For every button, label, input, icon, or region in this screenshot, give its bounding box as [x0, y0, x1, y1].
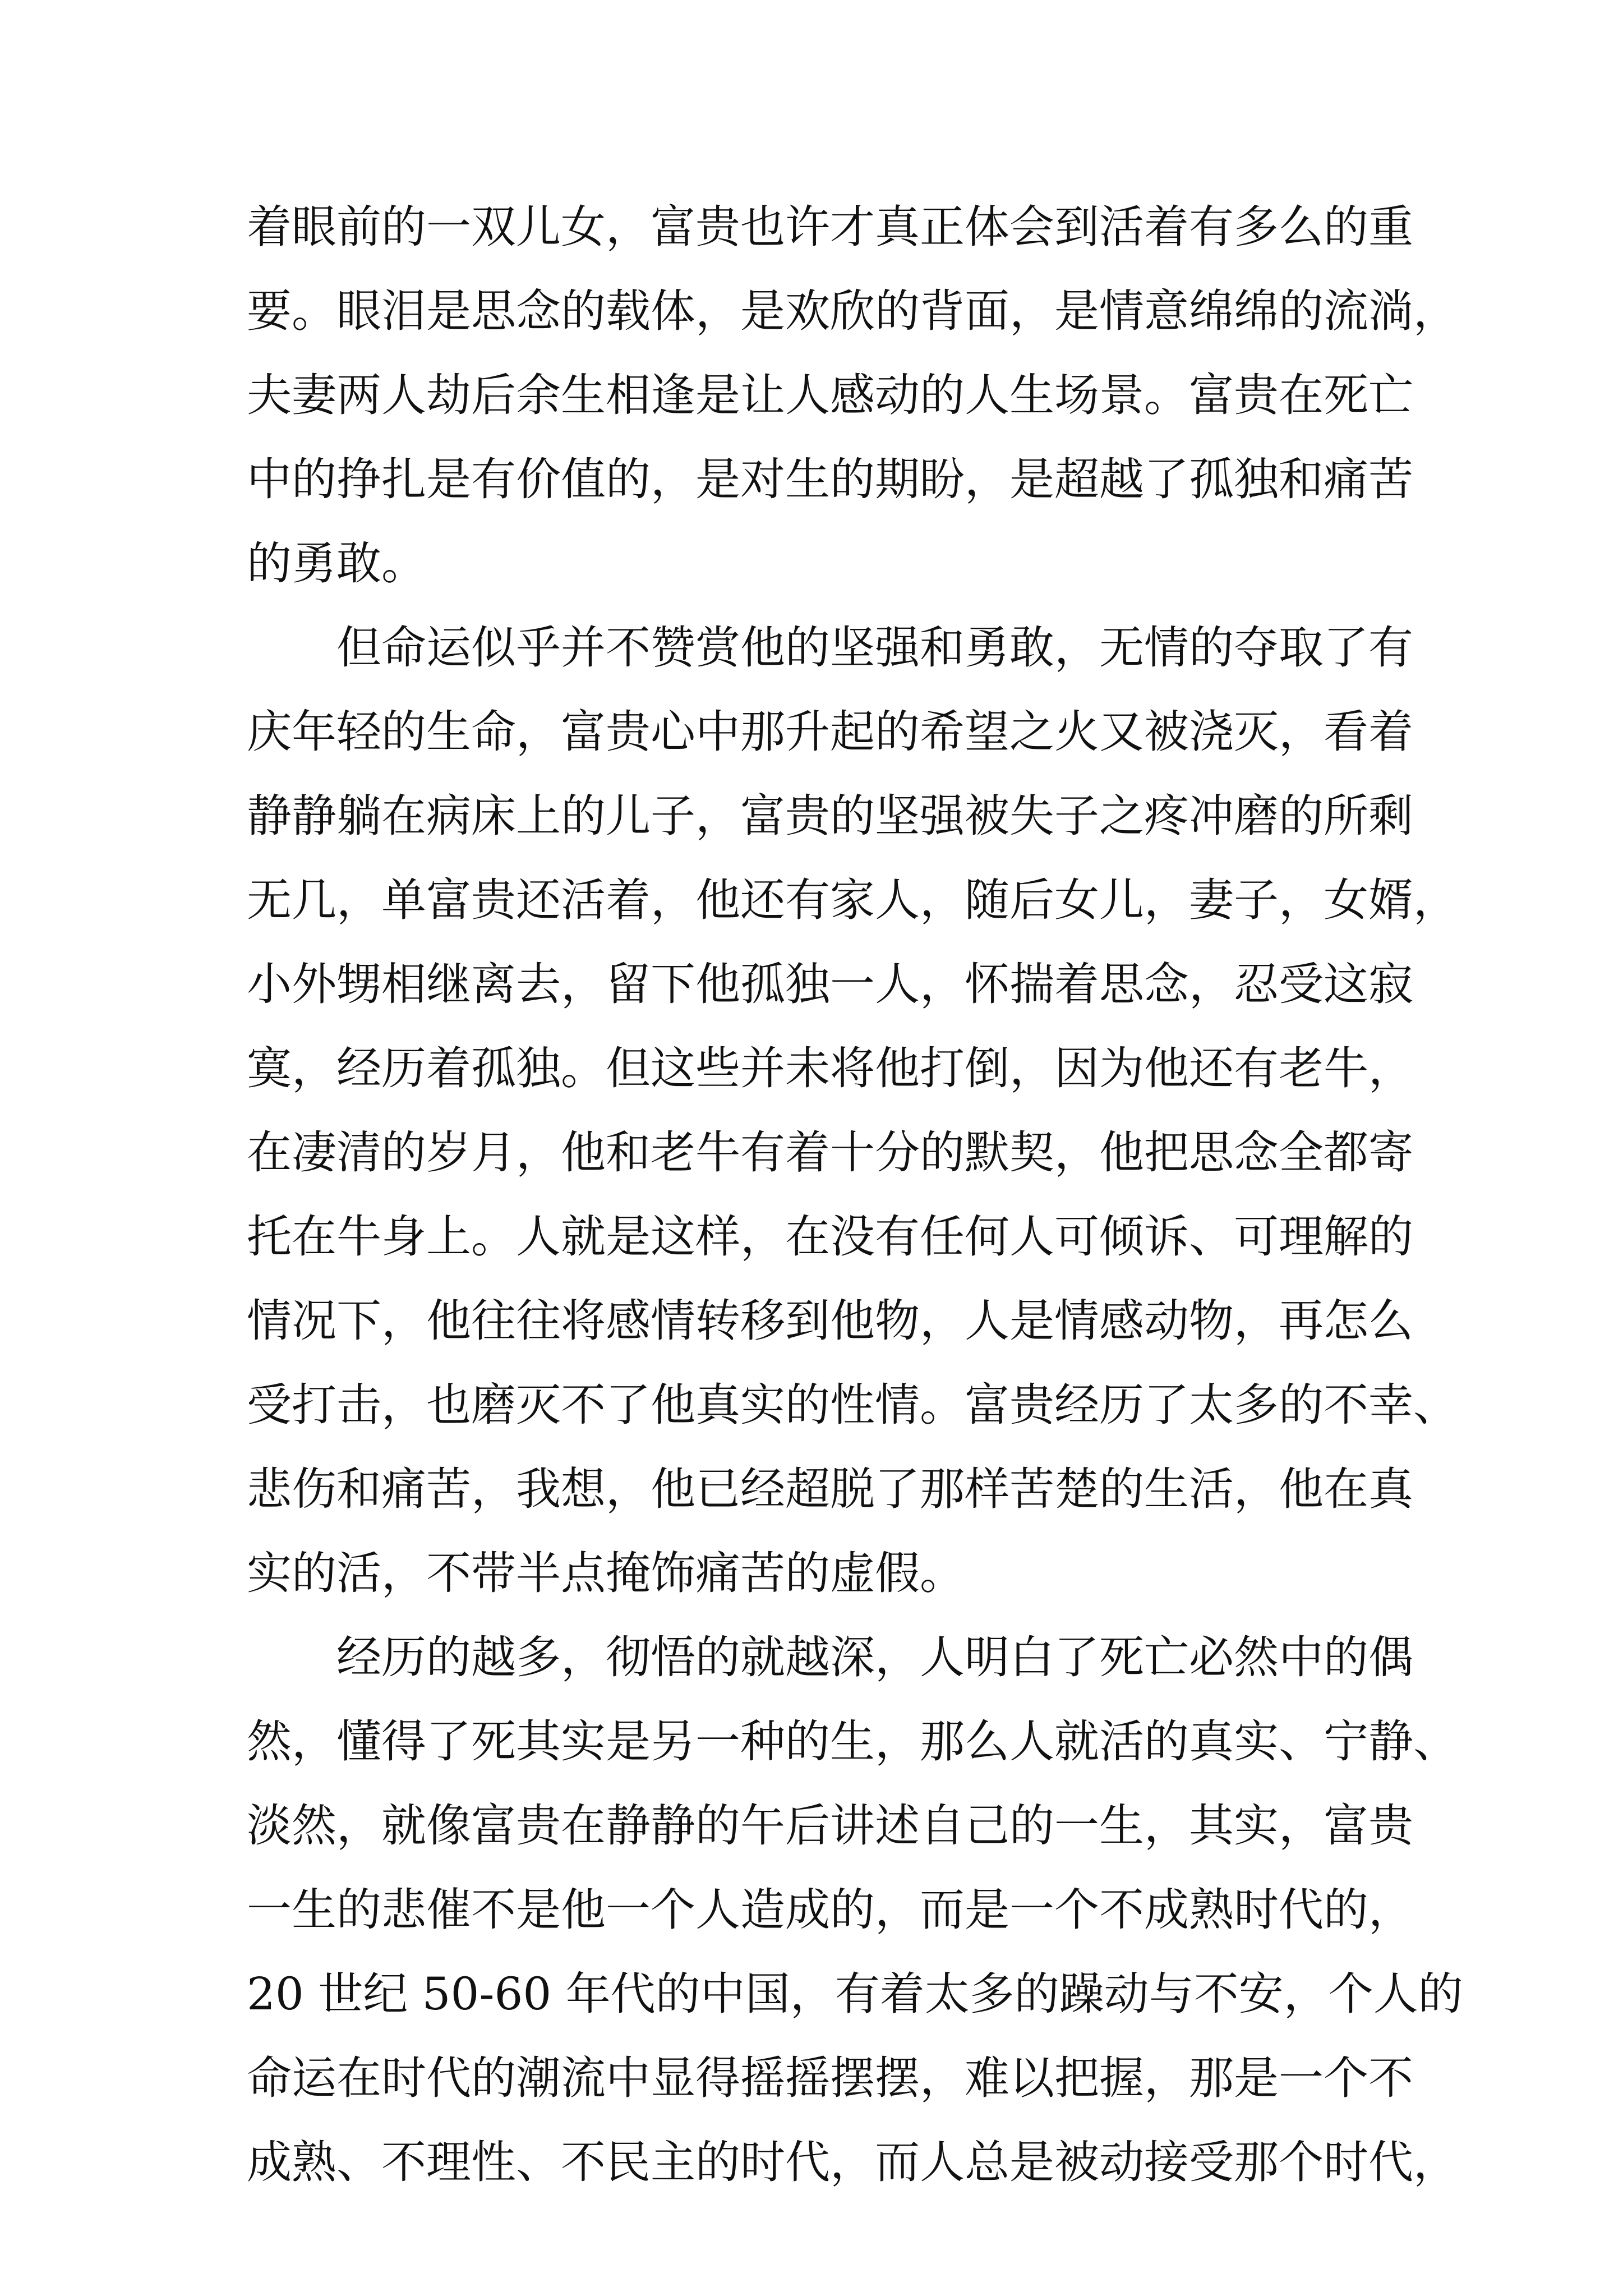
paragraph-3-line-4: 一生的悲催不是他一个人造成的，而是一个不成熟时代的， [247, 1884, 1413, 1936]
paragraph-2-line-11: 悲伤和痛苦，我想，他已经超脱了那样苦楚的生活，他在真 [247, 1463, 1413, 1515]
paragraph-1-line-1: 着眼前的一双儿女，富贵也许才真正体会到活着有多么的重 [247, 201, 1413, 253]
paragraph-3-line-1: 经历的越多，彻悟的就越深，人明白了死亡必然中的偶 [336, 1631, 1413, 1683]
paragraph-2-line-10: 受打击，也磨灭不了他真实的性情。富贵经历了太多的不幸、 [247, 1379, 1458, 1431]
paragraph-3-line-6: 命运在时代的潮流中显得摇摇摆摆，难以把握，那是一个不 [247, 2052, 1413, 2104]
paragraph-1-line-3: 夫妻两人劫后余生相逢是让人感动的人生场景。富贵在死亡 [247, 369, 1413, 421]
paragraph-2-line-7: 在凄清的岁月，他和老牛有着十分的默契，他把思念全都寄 [247, 1126, 1413, 1179]
paragraph-3-line-3: 淡然，就像富贵在静静的午后讲述自己的一生，其实，富贵 [247, 1800, 1413, 1852]
paragraph-3-line-5: 20 世纪 50-60 年代的中国，有着太多的躁动与不安，个人的 [247, 1968, 1463, 2020]
paragraph-2-line-2: 庆年轻的生命，富贵心中那升起的希望之火又被浇灭，看着 [247, 706, 1413, 758]
paragraph-2-line-3: 静静躺在病床上的儿子，富贵的坚强被失子之疼冲磨的所剩 [247, 790, 1413, 842]
paragraph-2-line-12: 实的活，不带半点掩饰痛苦的虚假。 [247, 1547, 965, 1599]
paragraph-1-line-2: 要。眼泪是思念的载体，是欢欣的背面，是情意绵绵的流淌， [247, 285, 1458, 337]
body-text [247, 185, 1463, 2205]
paragraph-2-line-4: 无几，单富贵还活着，他还有家人，随后女儿，妻子，女婿， [247, 874, 1458, 926]
paragraph-2-line-8: 托在牛身上。人就是这样，在没有任何人可倾诉、可理解的 [247, 1211, 1413, 1263]
paragraph-3-line-7: 成熟、不理性、不民主的时代，而人总是被动接受那个时代， [247, 2136, 1458, 2188]
paragraph-2-line-6: 寞，经历着孤独。但这些并未将他打倒，因为他还有老牛， [247, 1042, 1413, 1094]
paragraph-2-line-9: 情况下，他往往将感情转移到他物，人是情感动物，再怎么 [247, 1295, 1413, 1347]
paragraph-3-line-2: 然，懂得了死其实是另一种的生，那么人就活的真实、宁静、 [247, 1715, 1458, 1768]
paragraph-1-line-4: 中的挣扎是有价值的，是对生的期盼，是超越了孤独和痛苦 [247, 453, 1413, 505]
paragraph-2-line-1: 但命运似乎并不赞赏他的坚强和勇敢，无情的夺取了有 [336, 622, 1413, 674]
paragraph-1-line-5: 的勇敢。 [247, 537, 426, 590]
paragraph-2-line-5: 小外甥相继离去，留下他孤独一人，怀揣着思念，忍受这寂 [247, 958, 1413, 1010]
